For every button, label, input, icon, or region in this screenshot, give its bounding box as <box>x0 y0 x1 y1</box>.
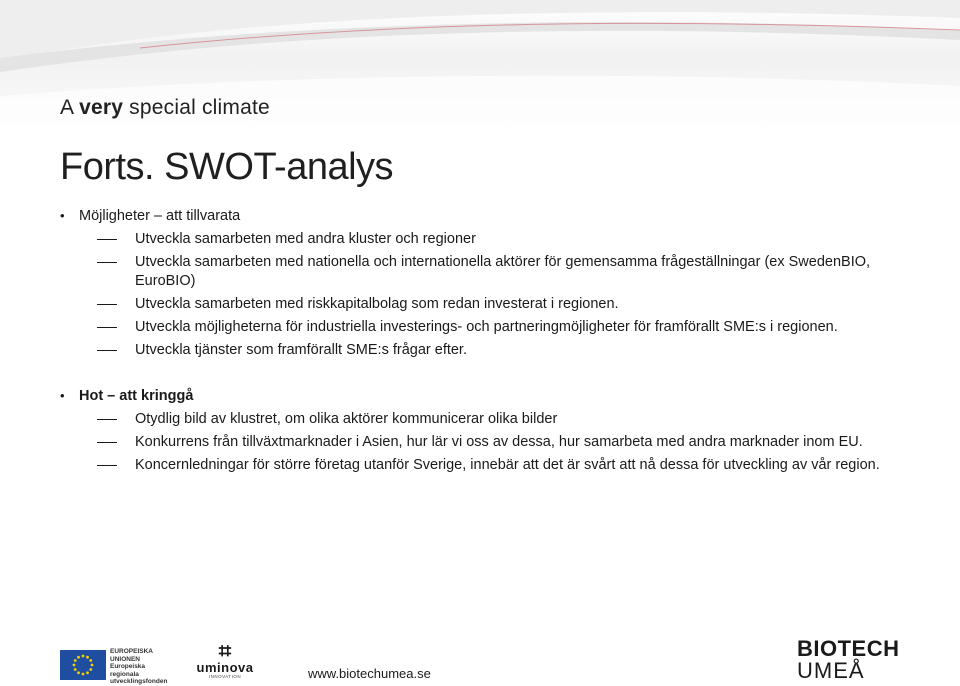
dash-icon <box>97 327 117 328</box>
section-heading-rest: – att tillvarata <box>149 208 241 224</box>
uminova-logo <box>190 640 260 686</box>
dash-icon <box>97 350 117 351</box>
eu-stars-icon <box>60 650 106 680</box>
eu-text-line: EUROPEISKA <box>110 648 153 655</box>
list-item <box>60 456 910 475</box>
uminova-name: uminova <box>196 660 254 675</box>
footer <box>0 630 960 686</box>
eu-flag-icon <box>60 650 106 680</box>
section-threats <box>60 386 910 475</box>
list-item <box>60 318 910 337</box>
tagline-bold: very <box>79 96 124 119</box>
dash-icon <box>97 304 117 305</box>
biotech-line1: BIOTECH <box>797 636 900 661</box>
section-heading <box>60 206 910 226</box>
section-heading-bold: Möjligheter <box>79 208 150 224</box>
list-item-text: Utveckla samarbeten med riskkapitalbolag som redan investerat i regionen. <box>135 296 619 312</box>
list-item-text: Utveckla samarbeten med andra kluster och regioner <box>135 231 476 247</box>
eu-text-line: Europeiska <box>110 663 146 670</box>
eu-text-line: regionala <box>110 670 139 678</box>
section-opportunities <box>60 206 910 360</box>
dash-icon <box>97 262 117 263</box>
uminova-sub: INNOVATION <box>208 674 242 679</box>
section-heading <box>60 386 910 406</box>
tagline <box>60 96 270 120</box>
tagline-prefix: A <box>60 96 74 119</box>
bullet-icon: • <box>60 388 65 403</box>
eu-text-line: utvecklingsfonden <box>110 678 168 685</box>
list-item-text: Utveckla samarbeten med nationella och internationella aktörer för gemensamma frågeställningar (ex SwedenBIO, EuroBIO) <box>135 254 871 289</box>
list-item-text: Utveckla möjligheterna för industriella investerings- och partneringmöjligheter för framförallt SME:s i regionen. <box>135 319 838 335</box>
uminova-mark-icon: ⌗ <box>218 638 232 663</box>
list-item <box>60 410 910 429</box>
section-spacer <box>60 364 910 386</box>
biotech-line2: UMEÅ <box>797 658 865 683</box>
slide-title: Forts. SWOT-analys <box>60 146 394 188</box>
list-item-text: Konkurrens från tillväxtmarknader i Asien, hur lär vi oss av dessa, hur samarbeta med andra marknader inom EU. <box>135 434 863 450</box>
section-heading-bold: Hot – att kringgå <box>79 388 194 404</box>
biotech-umea-logo <box>797 638 907 682</box>
dash-icon <box>97 419 117 420</box>
eu-logo <box>60 648 170 685</box>
list-item <box>60 230 910 249</box>
eu-text <box>110 648 180 686</box>
eu-text-line: UNIONEN <box>110 655 140 663</box>
website-url[interactable]: www.biotechumea.se <box>308 666 431 681</box>
tagline-suffix: special climate <box>129 96 270 119</box>
dash-icon <box>97 465 117 466</box>
list-item <box>60 433 910 452</box>
slide-content <box>60 206 910 479</box>
list-item <box>60 253 910 291</box>
list-item-text: Utveckla tjänster som framförallt SME:s frågar efter. <box>135 342 467 358</box>
header-band <box>0 0 960 128</box>
dash-icon <box>97 239 117 240</box>
list-item-text: Otydlig bild av klustret, om olika aktörer kommunicerar olika bilder <box>135 411 558 427</box>
dash-icon <box>97 442 117 443</box>
list-item-text: Koncernledningar för större företag utanför Sverige, innebär att det är svårt att nå dessa för utveckling av vår region. <box>135 457 880 473</box>
bullet-icon: • <box>60 208 65 223</box>
list-item <box>60 341 910 360</box>
list-item <box>60 295 910 314</box>
